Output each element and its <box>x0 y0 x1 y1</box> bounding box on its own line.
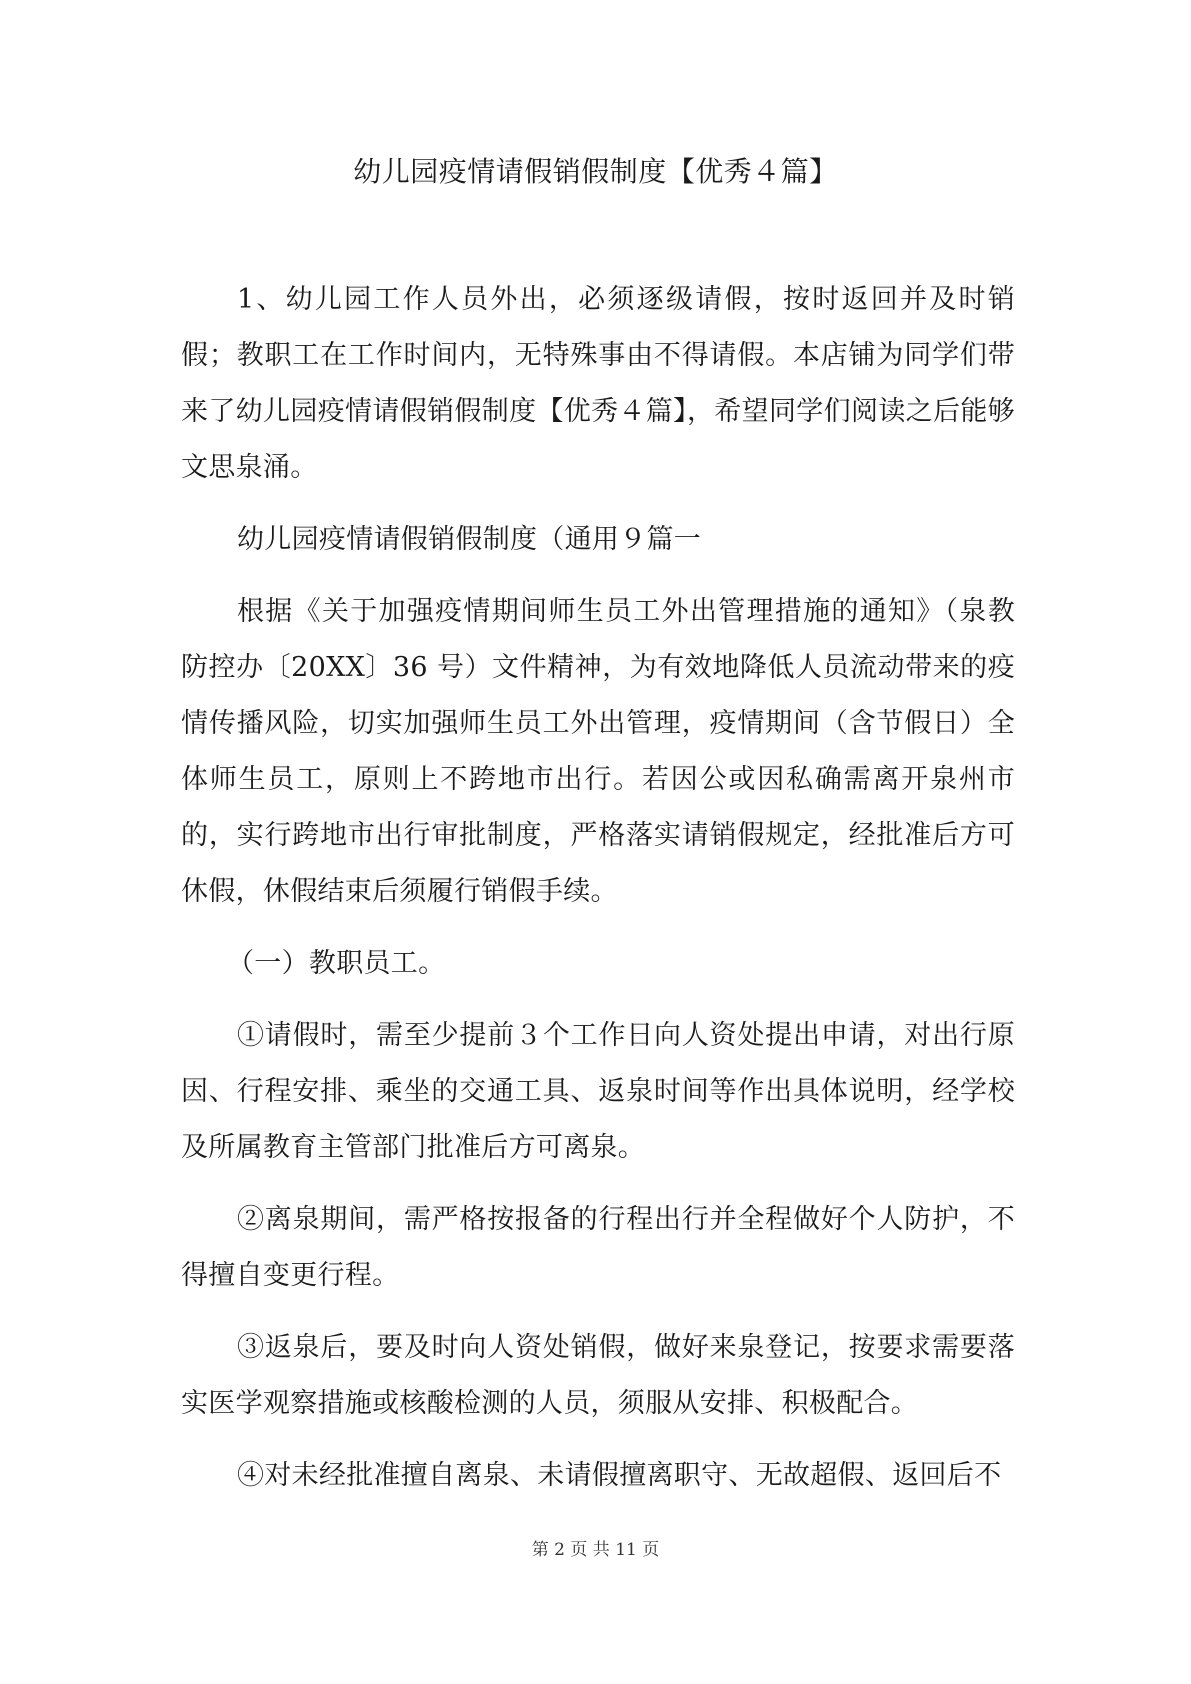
page-footer: 第 2 页 共 11 页 <box>531 1540 660 1560</box>
section-heading: 幼儿园疫情请假销假制度（通用９篇一 <box>237 524 702 555</box>
document-title: 幼儿园疫情请假销假制度【优秀４篇】 <box>353 155 838 188</box>
rule-item-4: ④对未经批准擅自离泉、未请假擅离职守、无故超假、返回后不 <box>237 1460 1002 1491</box>
rule-item-2: ②离泉期间，需严格按报备的行程出行并全程做好个人防护，不得擅自变更行程。 <box>181 1204 1015 1291</box>
document-body <box>181 272 1015 1520</box>
policy-paragraph: 根据《关于加强疫情期间师生员工外出管理措施的通知》（泉教防控办〔20XX〕36 号）文件精神，为有效地降低人员流动带来的疫情传播风险，切实加强师生员工外出管理，疫情期间（含节假日）全体师生员工，原则上不跨地市出行。若因公或因私确需离开泉州市的，实行跨地市出行审批制度，严格落实请销假规定，经批准后方可休假，休假结束后须履行销假手续。 <box>181 596 1015 907</box>
intro-paragraph: 1、幼儿园工作人员外出，必须逐级请假，按时返回并及时销假；教职工在工作时间内，无特殊事由不得请假。本店铺为同学们带来了幼儿园疫情请假销假制度【优秀４篇】，希望同学们阅读之后能够文思泉涌。 <box>181 284 1015 483</box>
staff-subheading: （一）教职员工。 <box>227 948 446 979</box>
rule-item-3: ③返泉后，要及时向人资处销假，做好来泉登记，按要求需要落实医学观察措施或核酸检测的人员，须服从安排、积极配合。 <box>181 1332 1015 1419</box>
rule-item-1: ①请假时，需至少提前３个工作日向人资处提出申请，对出行原因、行程安排、乘坐的交通工具、返泉时间等作出具体说明，经学校及所属教育主管部门批准后方可离泉。 <box>181 1020 1015 1163</box>
